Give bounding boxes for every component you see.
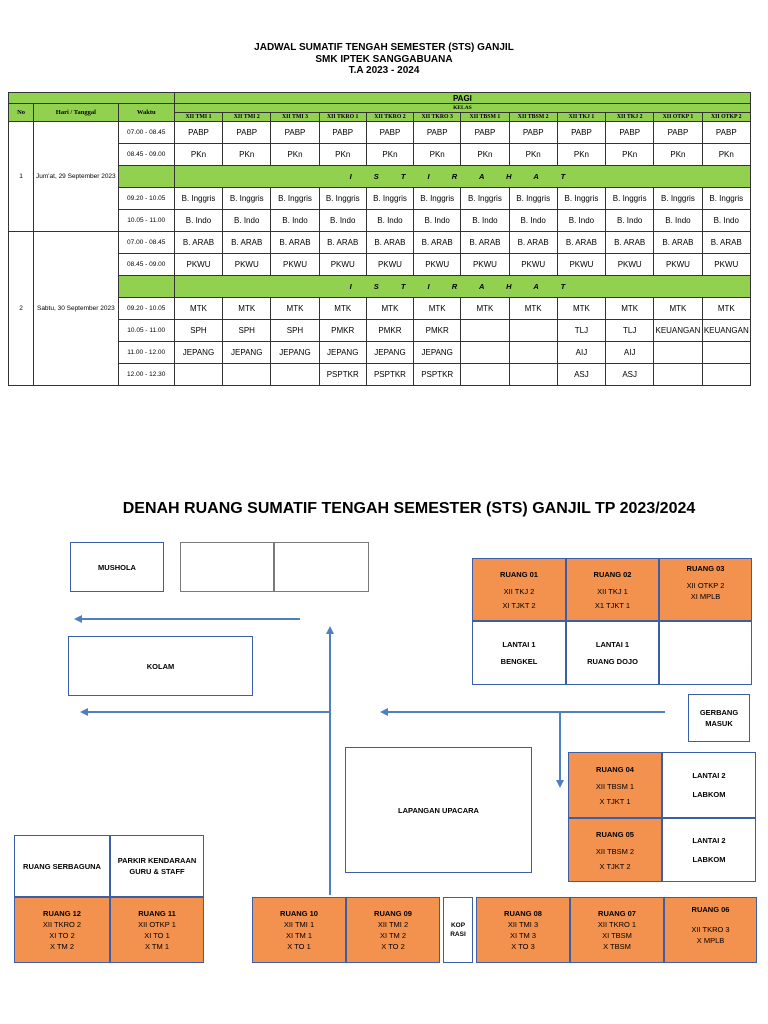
subject-cell: PKn	[319, 144, 366, 166]
day-date: Jum'at, 29 September 2023	[34, 122, 118, 232]
subject-cell: MTK	[606, 298, 654, 320]
subject-cell: PKn	[557, 144, 605, 166]
room-01	[472, 558, 566, 621]
subject-cell: B. ARAB	[366, 232, 413, 254]
subject-cell: PABP	[319, 122, 366, 144]
subject-cell: B. ARAB	[509, 232, 557, 254]
room-02-line: XII TKJ 1	[597, 586, 628, 596]
time-slot: 08.45 - 09.00	[118, 144, 174, 166]
lantai1-dojo-name: RUANG DOJO	[587, 657, 638, 666]
room-03-line: XII OTKP 2	[686, 581, 725, 590]
room-04	[568, 752, 662, 818]
lantai2-labkom-b	[662, 818, 756, 882]
room-05-title: RUANG 05	[596, 829, 634, 839]
subject-cell: ASJ	[557, 364, 605, 386]
subject-cell: KEUANGAN	[702, 320, 750, 342]
subject-cell: MTK	[319, 298, 366, 320]
class-header: XII TBSM 2	[509, 113, 557, 122]
header-year: T.A 2023 - 2024	[348, 65, 420, 76]
room-10-line: XII TMI 1	[283, 920, 315, 929]
room-07	[570, 897, 664, 963]
room-05-line: X TJKT 2	[599, 861, 631, 871]
room-02	[566, 558, 659, 621]
subject-cell: B. Inggris	[509, 188, 557, 210]
map-title: DENAH RUANG SUMATIF TENGAH SEMESTER (STS) GANJIL TP 2023/2024	[122, 500, 696, 517]
room-06-title: RUANG 06	[691, 905, 730, 914]
room-06-line: XII TKRO 3	[691, 925, 730, 934]
room-12-title: RUANG 12	[43, 909, 81, 918]
subject-cell: B. ARAB	[414, 232, 461, 254]
class-header: XII TKJ 2	[606, 113, 654, 122]
class-header: XII TKRO 3	[414, 113, 461, 122]
subject-cell: PKn	[654, 144, 702, 166]
parkir-label-2: GURU & STAFF	[129, 867, 185, 876]
kelas-header: KELAS	[174, 104, 750, 113]
subject-cell: B. Inggris	[174, 188, 222, 210]
subject-cell: PKWU	[654, 254, 702, 276]
room-04-line: XII TBSM 1	[595, 781, 635, 791]
subject-cell: PABP	[271, 122, 319, 144]
subject-cell: PKWU	[223, 254, 271, 276]
subject-cell: B. ARAB	[557, 232, 605, 254]
subject-cell: JEPANG	[319, 342, 366, 364]
building-blank-1	[180, 542, 274, 592]
kolam-box	[68, 636, 253, 696]
gerbang-label-2: MASUK	[705, 719, 733, 728]
subject-cell: B. ARAB	[223, 232, 271, 254]
building-blank-2	[274, 542, 369, 592]
subject-cell: PKn	[461, 144, 509, 166]
subject-cell: JEPANG	[174, 342, 222, 364]
subject-cell: PKn	[509, 144, 557, 166]
room-01-line: XII TKJ 2	[503, 586, 535, 596]
subject-cell: MTK	[702, 298, 750, 320]
subject-cell: JEPANG	[366, 342, 413, 364]
time-slot: 09.20 - 10.05	[118, 188, 174, 210]
subject-cell: MTK	[414, 298, 461, 320]
room-03-line: XI MPLB	[690, 592, 721, 601]
mushola-box	[70, 542, 164, 592]
room-07-line: X TBSM	[603, 942, 631, 951]
subject-cell: B. Indo	[606, 210, 654, 232]
col-time-header: Waktu	[118, 104, 174, 122]
subject-cell: PKn	[223, 144, 271, 166]
subject-cell: PKn	[271, 144, 319, 166]
room-11-line: XI TO 1	[144, 931, 170, 940]
subject-cell: PKWU	[557, 254, 605, 276]
subject-cell: B. ARAB	[702, 232, 750, 254]
mushola-label: MUSHOLA	[98, 562, 136, 572]
room-10-line: XI TM 1	[285, 931, 313, 940]
header-title: JADWAL SUMATIF TENGAH SEMESTER (STS) GANJIL	[254, 42, 514, 53]
subject-cell: SPH	[174, 320, 222, 342]
subject-cell: B. Indo	[271, 210, 319, 232]
class-header: XII TMI 1	[174, 113, 222, 122]
subject-cell: TLJ	[557, 320, 605, 342]
subject-cell: PABP	[366, 122, 413, 144]
lantai2-b-label: LANTAI 2	[692, 836, 726, 845]
lantai1-bengkel-name: BENGKEL	[500, 657, 538, 666]
subject-cell: B. ARAB	[654, 232, 702, 254]
subject-cell: PMKR	[366, 320, 413, 342]
subject-cell: MTK	[271, 298, 319, 320]
class-header: XII TKRO 2	[366, 113, 413, 122]
kolam-label: KOLAM	[146, 661, 175, 671]
lantai1-bengkel-label: LANTAI 1	[502, 640, 536, 649]
subject-cell: MTK	[366, 298, 413, 320]
subject-cell: PABP	[223, 122, 271, 144]
session-label: PAGI	[174, 93, 750, 104]
subject-cell: B. Indo	[223, 210, 271, 232]
room-01-title: RUANG 01	[500, 569, 538, 579]
room-09-line: XII TMI 2	[377, 920, 409, 929]
room-02-title: RUANG 02	[593, 569, 632, 579]
subject-cell: MTK	[654, 298, 702, 320]
subject-cell: MTK	[509, 298, 557, 320]
room-09-title: RUANG 09	[374, 909, 412, 918]
subject-cell: B. Inggris	[557, 188, 605, 210]
time-slot: 07.00 - 08.45	[118, 122, 174, 144]
subject-cell: MTK	[557, 298, 605, 320]
lantai1-bengkel-box	[472, 621, 566, 685]
room-12-line: X TM 2	[49, 942, 75, 951]
koperasi-label-2: RASI	[450, 931, 466, 938]
subject-cell: B. ARAB	[174, 232, 222, 254]
lantai2-a-name: LABKOM	[692, 790, 726, 799]
day-date: Sabtu, 30 September 2023	[34, 232, 118, 386]
subject-cell: B. Inggris	[461, 188, 509, 210]
room-11	[110, 897, 204, 963]
time-slot: 09.20 - 10.05	[118, 298, 174, 320]
subject-cell: PMKR	[319, 320, 366, 342]
subject-cell: PABP	[414, 122, 461, 144]
building-blank-3	[659, 621, 752, 685]
room-11-title: RUANG 11	[138, 909, 176, 918]
time-slot: 11.00 - 12.00	[118, 342, 174, 364]
subject-cell: B. ARAB	[319, 232, 366, 254]
subject-cell: PKn	[174, 144, 222, 166]
time-slot: 07.00 - 08.45	[118, 232, 174, 254]
subject-cell: B. Indo	[319, 210, 366, 232]
room-11-line: XII OTKP 1	[138, 920, 176, 929]
subject-cell: AIJ	[557, 342, 605, 364]
subject-cell: PKn	[366, 144, 413, 166]
subject-cell: PKWU	[319, 254, 366, 276]
room-01-line: XI TJKT 2	[502, 600, 536, 610]
subject-cell: B. Indo	[557, 210, 605, 232]
subject-cell: B. Inggris	[654, 188, 702, 210]
room-06-line: X MPLB	[696, 936, 725, 945]
subject-cell: SPH	[271, 320, 319, 342]
subject-cell: MTK	[174, 298, 222, 320]
serbaguna-label: RUANG SERBAGUNA	[23, 861, 101, 871]
gerbang-box	[688, 694, 750, 742]
lantai1-dojo-box	[566, 621, 659, 685]
lantai1-dojo-label: LANTAI 1	[595, 640, 630, 649]
class-header: XII OTKP 2	[702, 113, 750, 122]
subject-cell: PABP	[557, 122, 605, 144]
room-10	[252, 897, 346, 963]
subject-cell: B. ARAB	[461, 232, 509, 254]
subject-cell: PSPTKR	[319, 364, 366, 386]
time-slot: 08.45 - 09.00	[118, 254, 174, 276]
room-06	[664, 897, 757, 963]
subject-cell: PKWU	[271, 254, 319, 276]
col-day-header: Hari / Tanggal	[34, 104, 118, 122]
subject-cell: PKn	[414, 144, 461, 166]
room-10-title: RUANG 10	[280, 909, 318, 918]
room-02-line: X1 TJKT 1	[594, 600, 631, 610]
subject-cell: PABP	[702, 122, 750, 144]
subject-cell: PKWU	[509, 254, 557, 276]
subject-cell: PABP	[606, 122, 654, 144]
subject-cell: PKWU	[461, 254, 509, 276]
col-no-header: No	[9, 104, 34, 122]
subject-cell: B. Indo	[509, 210, 557, 232]
subject-cell: B. Inggris	[414, 188, 461, 210]
room-07-title: RUANG 07	[598, 909, 636, 918]
subject-cell: PMKR	[414, 320, 461, 342]
room-08-line: XII TMI 3	[507, 920, 539, 929]
room-08-line: XI TM 3	[509, 931, 537, 940]
time-slot: 10.05 - 11.00	[118, 320, 174, 342]
room-07-line: XI TBSM	[602, 931, 632, 940]
rest-break-label: I S T I R A H A T	[174, 166, 750, 188]
subject-cell: B. Inggris	[702, 188, 750, 210]
subject-cell: PKWU	[414, 254, 461, 276]
day-number: 2	[9, 232, 34, 386]
koperasi-label-1: KOP	[450, 922, 466, 929]
room-12	[14, 897, 110, 963]
subject-cell: PKWU	[366, 254, 413, 276]
subject-cell: B. Inggris	[606, 188, 654, 210]
subject-cell: ASJ	[606, 364, 654, 386]
subject-cell: AIJ	[606, 342, 654, 364]
class-header: XII OTKP 1	[654, 113, 702, 122]
subject-cell: B. ARAB	[606, 232, 654, 254]
subject-cell: B. Indo	[414, 210, 461, 232]
lapangan-label: LAPANGAN UPACARA	[398, 805, 479, 815]
gerbang-label-1: GERBANG	[699, 708, 739, 717]
room-09-line: X TO 2	[381, 942, 405, 951]
subject-cell: PKWU	[702, 254, 750, 276]
rest-break-label: I S T I R A H A T	[174, 276, 750, 298]
subject-cell: B. Inggris	[223, 188, 271, 210]
subject-cell: PABP	[461, 122, 509, 144]
subject-cell: PSPTKR	[414, 364, 461, 386]
room-12-line: XI TO 2	[49, 931, 75, 940]
room-03-title: RUANG 03	[686, 564, 725, 573]
room-05-line: XII TBSM 2	[595, 846, 635, 856]
parkir-box	[110, 835, 204, 897]
subject-cell: B. Indo	[461, 210, 509, 232]
class-header: XII TKJ 1	[557, 113, 605, 122]
subject-cell: PABP	[509, 122, 557, 144]
subject-cell: KEUANGAN	[654, 320, 702, 342]
class-header: XII TKRO 1	[319, 113, 366, 122]
subject-cell: JEPANG	[414, 342, 461, 364]
class-header: XII TMI 2	[223, 113, 271, 122]
koperasi-box	[443, 897, 473, 963]
day-number: 1	[9, 122, 34, 232]
time-slot: 12.00 - 12.30	[118, 364, 174, 386]
lantai2-b-name: LABKOM	[692, 855, 726, 864]
time-slot: 10.05 - 11.00	[118, 210, 174, 232]
room-07-line: XII TKRO 1	[597, 920, 637, 929]
subject-cell: PABP	[174, 122, 222, 144]
room-10-line: X TO 1	[287, 942, 311, 951]
class-header: XII TBSM 1	[461, 113, 509, 122]
parkir-label-1: PARKIR KENDARAAN	[117, 856, 197, 865]
subject-cell: B. Inggris	[319, 188, 366, 210]
room-11-line: X TM 1	[144, 942, 170, 951]
subject-cell: B. Inggris	[271, 188, 319, 210]
subject-cell: B. Inggris	[366, 188, 413, 210]
subject-cell: B. Indo	[174, 210, 222, 232]
subject-cell: MTK	[461, 298, 509, 320]
room-08-line: X TO 3	[511, 942, 535, 951]
subject-cell: PKWU	[174, 254, 222, 276]
subject-cell: PABP	[654, 122, 702, 144]
subject-cell: JEPANG	[223, 342, 271, 364]
subject-cell: JEPANG	[271, 342, 319, 364]
header-school: SMK IPTEK SANGGABUANA	[315, 53, 453, 65]
subject-cell: TLJ	[606, 320, 654, 342]
room-04-line: X TJKT 1	[599, 796, 631, 806]
lapangan-box	[345, 747, 532, 873]
room-09-line: XI TM 2	[379, 931, 407, 940]
lantai2-a-label: LANTAI 2	[692, 771, 726, 780]
subject-cell: PKWU	[606, 254, 654, 276]
subject-cell: B. Indo	[654, 210, 702, 232]
room-04-title: RUANG 04	[596, 764, 634, 774]
subject-cell: PKn	[606, 144, 654, 166]
subject-cell: PSPTKR	[366, 364, 413, 386]
subject-cell: B. Indo	[702, 210, 750, 232]
room-09	[346, 897, 440, 963]
class-header: XII TMI 3	[271, 113, 319, 122]
room-05	[568, 818, 662, 882]
subject-cell: PKn	[702, 144, 750, 166]
serbaguna-box	[14, 835, 110, 897]
room-03	[659, 558, 752, 621]
subject-cell: B. Indo	[366, 210, 413, 232]
lantai2-labkom-a	[662, 752, 756, 818]
subject-cell: SPH	[223, 320, 271, 342]
subject-cell: B. ARAB	[271, 232, 319, 254]
room-08-title: RUANG 08	[504, 909, 542, 918]
room-08	[476, 897, 570, 963]
room-12-line: XII TKRO 2	[42, 920, 82, 929]
subject-cell: MTK	[223, 298, 271, 320]
